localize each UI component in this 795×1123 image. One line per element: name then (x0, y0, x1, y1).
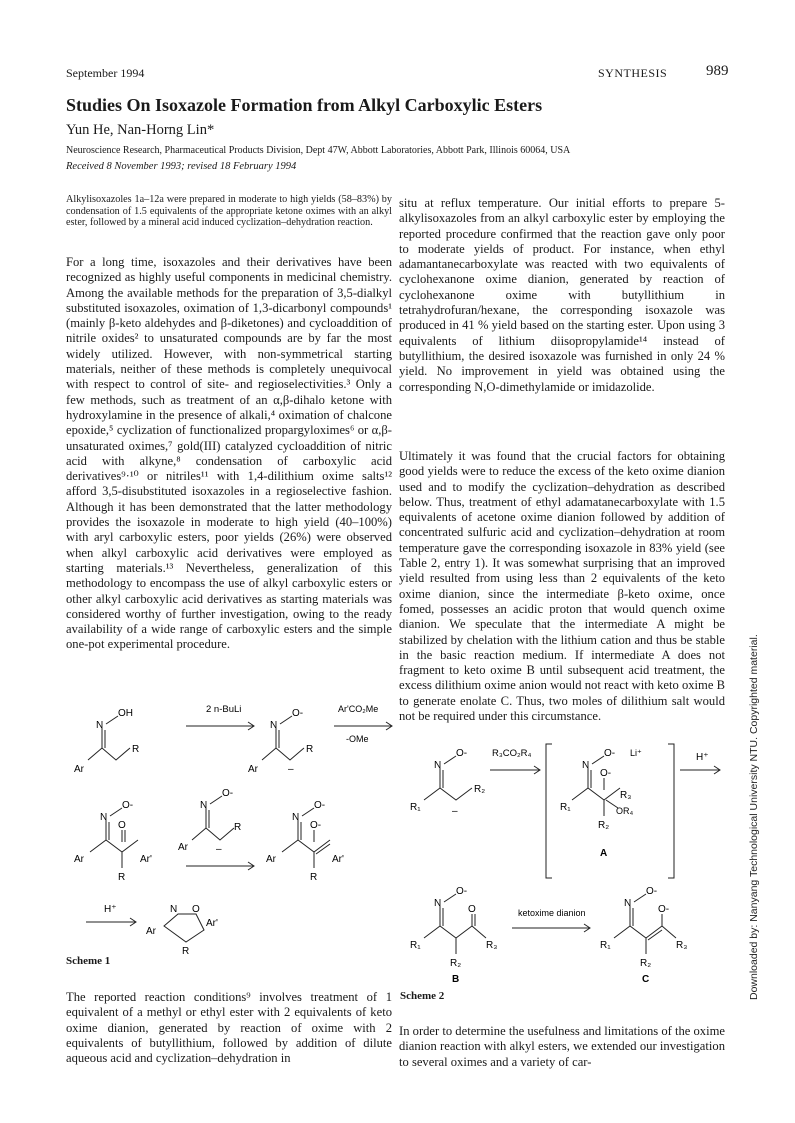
scheme2-r3-1: R₃ (620, 790, 632, 801)
scheme2-n-2: N (582, 760, 590, 771)
scheme2-keto-oxime-b (410, 886, 497, 985)
article-received: Received 8 November 1993; revised 18 February 1994 (66, 161, 297, 172)
scheme2-o-minus-6: O- (658, 904, 670, 915)
scheme1-o-minus-2: O- (122, 800, 134, 811)
scheme2-reagent-1: R₃CO₂R₄ (492, 748, 532, 759)
scheme1-dienolate (266, 800, 344, 883)
scheme2-n-1: N (434, 760, 442, 771)
scheme2-n-3: N (434, 898, 442, 909)
scheme2-r1-2: R₁ (560, 802, 571, 813)
scheme1-n-1: N (96, 720, 104, 731)
bottom-left-paragraph (66, 990, 392, 1066)
scheme2-acid: H⁺ (696, 752, 709, 763)
scheme2-li: Li⁺ (630, 748, 642, 758)
scheme1-reagent-2-top: Ar'CO₂Me (338, 704, 379, 714)
scheme1-arrow-1 (186, 722, 254, 730)
scheme2-intermediate-a (560, 748, 642, 859)
bottom-right-text: In order to determine the usefulness and limitations of the oxime dianion reaction with alkyl esters, we extended our investigation to several oximes and a variety of car- (399, 1024, 725, 1069)
scheme2-minus-1: – (452, 806, 458, 817)
scheme1-reagent-2-bottom: -OMe (346, 734, 369, 744)
abstract (66, 194, 392, 229)
scheme1-ring-o: O (192, 904, 200, 915)
scheme2-o-minus-3: O- (600, 768, 612, 779)
article-authors: Yun He, Nan-Horng Lin* (66, 122, 215, 138)
scheme2-r1-3: R₁ (410, 940, 421, 951)
article-title: Studies On Isoxazole Formation from Alkyl Carboxylic Esters (66, 95, 543, 115)
scheme2-dianion (410, 748, 485, 817)
page-number: 989 (706, 63, 729, 79)
scheme1-r-4: R (234, 822, 242, 833)
scheme1-oxime (74, 708, 139, 775)
scheme1-ar-prime-1: Ar' (140, 854, 152, 865)
right-paragraph-1-text: situ at reflux temperature. Our initial efforts to prepare 5-alkylisoxazoles from an alkyl carboxylic ester by employing the reported procedure confirmed that the reaction gave only poor to moderate yields of product. For instance, when ethyl adamantanecarboxylate was reacted with two equivalents of cyclohexanone oxime dianion, generated by reaction of cyclohexanone oxime with butyllithium in tetrahydrofuran/hexane, the corresponding isoxazole was produced in 41 % yield based on the starting ester. Upon using 3 equivalents of lithium diisopropylamide¹⁴ instead of butyllithium, the desired isoxazole was furnished in only 24 % yield. No improvement in yield was obtained using the corresponding N,O-dimethylamide or imidazolide. (399, 196, 725, 394)
scheme1-arrow-4 (86, 918, 136, 926)
scheme1-r-2: R (306, 744, 314, 755)
scheme2-arrow-2 (680, 766, 720, 774)
scheme1-o-minus-3: O- (222, 788, 234, 799)
scheme-1-figure (66, 690, 396, 957)
scheme2-r1-4: R₁ (600, 940, 611, 951)
scheme2-o-minus-4: O- (456, 886, 468, 897)
scheme1-ring-n: N (170, 904, 178, 915)
scheme1-ar-prime-3: Ar' (206, 918, 218, 929)
scheme1-o-minus-4: O- (314, 800, 326, 811)
scheme1-ar-5: Ar (266, 854, 276, 865)
scheme2-label-a: A (600, 848, 608, 859)
intro-text: For a long time, isoxazoles and their derivatives have been recognized as highly useful components in medicinal chemistry. Among the available methods for the preparation of 3,5-dialkyl substituted isoxazoles, oximation of 1,3-dicarbonyl compounds¹ (mainly β-keto aldehydes and β-diketones) and cycloaddition of nitrile oxides² to unsaturated compounds are by far the most widely utilized. However, with non-symmetrical starting materials, neither of these methods is completely unequivocal with respect to control of site- and regioselectivities.³ Only a few methods, such as treatment of an α,β-dihalo ketone with hydroxylamine in the presence of alkali,⁴ oximation of chalcone epoxide,⁵ cyclization of functionalized propargyloximes⁶ or α,β-unsaturated oximes,⁷ gold(III) catalyzed cycloaddition of nitric acid with alkyne,⁸ condensation of carboxylic acid derivatives⁹·¹⁰ or nitriles¹¹ with 1,4-dilithium oxime salts¹² afford 3,5-disubstituted isoxazoles in a regioselective fashion. Although it has been demonstrated that the latter methodology provides the isoxazole in moderate to high yield (40–100%) with aryl carboxylic esters, poor yields (26%) were observed when alkyl carboxylic acid derivatives were employed as starting materials.¹³ Nevertheless, generalization of this methodology to encompass the use of alkyl carboxylic esters or other alkyl carboxylic acid derivatives as starting materials was considered worthy of further investigation, owing to the ready availability of a wide range of carboxylic esters and the simple one-pot experimental procedure. (66, 255, 392, 652)
scheme2-o-minus-5: O- (646, 886, 658, 897)
bottom-left-text: The reported reaction conditions⁹ involves treatment of 1 equivalent of a methyl or ethyl ester with 2 equivalents of keto oxime dianion, generated by reaction of oxime with 2 equivalents of butyllithium, followed by addition of dilute aqueous acid and cyclization–dehydration in (66, 990, 392, 1066)
abstract-text: Alkylisoxazoles 1a–12a were prepared in moderate to high yields (58–83%) by condensation of 1.5 equivalents of the appropriate ketone oximes with an alkyl ester, followed by a mineral acid induced cyclization–dehydration reaction. (66, 194, 392, 229)
scheme1-ar-4: Ar (178, 842, 188, 853)
scheme2-o-1: O (468, 904, 476, 915)
scheme1-minus-1: – (288, 764, 294, 775)
scheme2-r3-2: R₃ (486, 940, 498, 951)
scheme2-o-minus-1: O- (456, 748, 468, 759)
scheme2-arrow-1 (490, 766, 540, 774)
scheme1-ar-1: Ar (74, 764, 84, 775)
scheme1-n-2: N (270, 720, 278, 731)
scheme1-arrow-3 (186, 862, 254, 870)
scheme1-r-5: R (310, 872, 318, 883)
article-affiliation: Neuroscience Research, Pharmaceutical Products Division, Dept 47W, Abbott Laboratories, Abbott Park, Illinois 60064, USA (66, 145, 571, 156)
right-paragraph-2 (399, 449, 725, 724)
scheme2-reagent-2: ketoxime dianion (518, 908, 586, 918)
scheme1-r-3: R (118, 872, 126, 883)
scheme1-o-minus-5: O- (310, 820, 322, 831)
scheme1-isoxazole (146, 904, 218, 957)
scheme2-bracket-right (668, 744, 674, 878)
right-paragraph-1 (399, 196, 725, 395)
scheme2-label-c: C (642, 974, 650, 985)
scheme2-r3-3: R₃ (676, 940, 688, 951)
scheme2-bracket-left (546, 744, 552, 878)
scheme2-r2-4: R₂ (640, 958, 652, 969)
scheme1-r-6: R (182, 946, 190, 957)
scheme2-arrow-3 (512, 924, 590, 932)
scheme1-o-1: O (118, 820, 126, 831)
scheme1-r-1: R (132, 744, 140, 755)
scheme2-r2-3: R₂ (450, 958, 462, 969)
scheme1-oh: OH (118, 708, 133, 719)
scheme1-reagent-1: 2 n-BuLi (206, 704, 242, 715)
scheme2-label-b: B (452, 974, 460, 985)
scheme1-ar-prime-2: Ar' (332, 854, 344, 865)
scheme-1-label: Scheme 1 (66, 955, 111, 967)
scheme1-dianion-2 (178, 788, 241, 855)
scheme2-n-4: N (624, 898, 632, 909)
scheme2-o-minus-2: O- (604, 748, 616, 759)
scheme1-n-3: N (100, 812, 108, 823)
scheme2-r2-2: R₂ (598, 820, 610, 831)
scheme1-dianion (248, 708, 313, 775)
scheme-2-label: Scheme 2 (400, 990, 445, 1002)
intro-paragraph (66, 255, 392, 653)
scheme2-enolate-c (600, 886, 687, 985)
scheme1-arrow-2 (334, 722, 392, 730)
scheme2-r1-1: R₁ (410, 802, 421, 813)
bottom-right-paragraph (399, 1024, 725, 1070)
scheme-2-figure (400, 738, 740, 988)
scheme1-minus-2: – (216, 844, 222, 855)
scheme1-ar-2: Ar (248, 764, 258, 775)
running-header-date: September 1994 (66, 66, 145, 80)
scheme1-ar-3: Ar (74, 854, 84, 865)
scheme1-o-minus-1: O- (292, 708, 304, 719)
scheme1-acid: H⁺ (104, 904, 117, 915)
scheme1-ar-6: Ar (146, 926, 156, 937)
running-header-journal: SYNTHESIS (598, 66, 668, 80)
scheme1-n-5: N (292, 812, 300, 823)
download-watermark-note: Downloaded by: Nanyang Technological University NTU. Copyrighted material. (748, 634, 760, 1000)
scheme1-n-4: N (200, 800, 208, 811)
scheme2-r2-1: R₂ (474, 784, 486, 795)
scheme2-or4: OR₄ (616, 806, 634, 816)
right-paragraph-2-text: Ultimately it was found that the crucial factors for obtaining good yields were to reduce the excess of the keto oxime dianion used and to modify the cyclization–dehydration as described below. Thus, treatment of ethyl adamatanecarboxylate with 1.5 equivalents of acetone oxime dianion followed by addition of concentrated sulfuric acid and cyclization–dehydration at room temperature gave the corresponding isoxazole in 83% yield (see Table 2, entry 1). It was somewhat surprising that an improved yield resulted from using less than 2 equivalents of the keto oxime dianion, since the intermediate β-keto oxime, once fomed, possesses an acidic proton that would quench oxime dianion. We speculate that the intermediate A might be stabilized by chelation with the lithium cation and thus be stable in the basic reaction medium. If intermediate A does not fragment to keto oxime B until subsequent acid treatment, the excess dilithium oxime anion would not react with keto oxime B to generate enolate C. Thus, two moles of dilithium salt would not be required under this circumstance. (399, 449, 725, 724)
scheme1-adduct (74, 800, 152, 883)
